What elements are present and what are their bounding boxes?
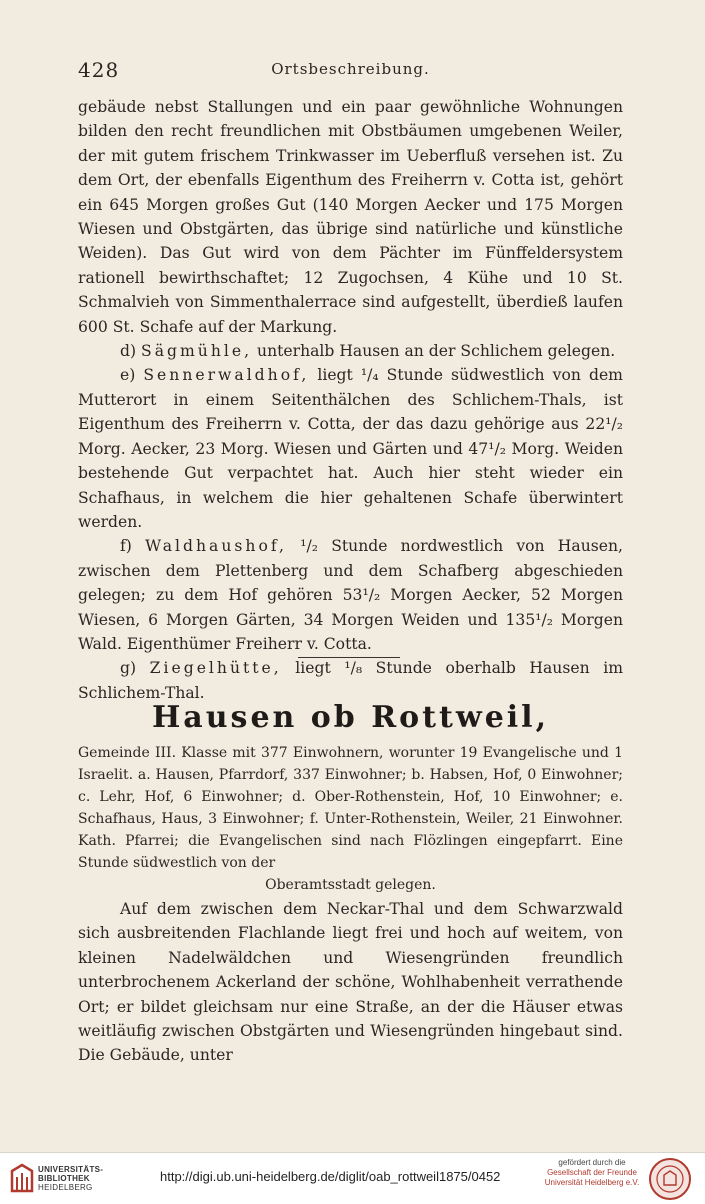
library-name-line: UNIVERSITÄTS- xyxy=(38,1165,104,1174)
running-head: Ortsbeschreibung. xyxy=(271,60,430,78)
library-name-line: HEIDELBERG xyxy=(38,1183,93,1192)
municipality-summary xyxy=(78,742,623,896)
page-number: 428 xyxy=(78,58,120,82)
sponsor-line: gefördert durch die xyxy=(558,1158,626,1167)
summary-text: Gemeinde III. Klasse mit 377 Einwohnern, worunter 19 Evangelische und 1 Israelit. a. Hausen, Pfarrdorf, 337 Einwohner; b. Habsen, Hof, 0 Einwohner; c. Lehr, Hof, 6 Einwohner; d. Ober-Rothenstein, Hof, 10 Einwohner; e. Schafhaus, Haus, 3 Einwohner; f. Unter-Rothenstein, Weiler, 21 Einwohner. Kath. Pfarrei; die Evangelischen sind nach Flözlingen eingepfarrt. Eine Stunde südwestlich von der xyxy=(78,745,623,871)
entry-name: Ziegelhütte, xyxy=(149,659,282,678)
entry-name: Waldhaushof, xyxy=(145,537,288,556)
section-title: Hausen ob Rottweil, xyxy=(151,700,550,735)
entry-label: e) xyxy=(120,366,136,385)
viewer-footer xyxy=(0,1152,705,1204)
sponsor-credit[interactable] xyxy=(540,1158,644,1188)
permalink-url[interactable]: http://digi.ub.uni-heidelberg.de/diglit/oab_rottweil1875/0452 xyxy=(160,1169,501,1184)
entry-g xyxy=(78,656,623,705)
paragraph-continuation: gebäude nebst Stallungen und ein paar gewöhnliche Wohnungen bilden den recht freundlichen mit Obstbäumen umgebenen Weiler, der mit gutem frischem Trinkwasser im Ueberfluß versehen ist. Zu dem Ort, der ebenfalls Eigenthum des Freiherrn v. Cotta ist, gehört ein 645 Morgen großes Gut (140 Morgen Aecker und 175 Morgen Wiesen und Obstgärten, das übrige sind natürliche und künstliche Weiden). Das Gut wird von dem Pächter im Fünffeldersystem rationell bewirthschaftet; 12 Zugochsen, 4 Kühe und 10 St. Schmalvieh von Simmenthalerrace sind aufgestellt, überdieß laufen 600 St. Schafe auf der Markung. xyxy=(78,98,623,336)
text-block-hamlets xyxy=(78,95,623,705)
summary-last-line: Oberamtsstadt gelegen. xyxy=(265,877,436,893)
text-block-description xyxy=(78,897,623,1068)
entry-label: d) xyxy=(120,342,137,361)
entry-name: Sennerwaldhof, xyxy=(143,366,310,385)
sponsor-line: Gesellschaft der Freunde xyxy=(547,1168,637,1177)
page-header xyxy=(78,58,623,84)
entry-d xyxy=(78,339,623,363)
library-name-line: BIBLIOTHEK xyxy=(38,1174,90,1183)
entry-label: g) xyxy=(120,659,137,678)
entry-name: Sägmühle, xyxy=(141,342,253,361)
library-name xyxy=(38,1165,103,1192)
university-library-logo-icon[interactable] xyxy=(8,1161,36,1195)
entry-text: liegt ¹/₄ Stunde südwestlich von dem Mutterort in einem Seitenthälchen des Schlichem-Thals, ist Eigenthum des Freiherrn v. Cotta, der das dazu gehörige aus 22¹/₂ Morg. Aecker, 23 Morg. Wiesen und Gärten und 47¹/₂ Morg. Weiden bestehende Gut verpachtet hat. Auch hier steht wieder ein Schafhaus, in welchem die hier gehaltenen Schafe überwintert werden. xyxy=(78,366,623,531)
entry-f xyxy=(78,534,623,656)
sponsor-line: Universität Heidelberg e.V. xyxy=(544,1178,640,1187)
section-divider xyxy=(298,657,400,658)
entry-text: unterhalb Hausen an der Schlichem gelegen. xyxy=(257,342,616,361)
entry-label: f) xyxy=(120,537,132,556)
entry-text: ¹/₂ Stunde nordwestlich von Hausen, zwischen dem Plettenberg und dem Schafberg abgeschieden gelegen; zu dem Hof gehören 53¹/₂ Morgen Aecker, 52 Morgen Wiesen, 6 Morgen Gärten, 34 Morgen Weiden und 135¹/₂ Morgen Wald. Eigenthümer Freiherr v. Cotta. xyxy=(78,537,623,653)
university-seal-icon xyxy=(648,1157,692,1201)
entry-text: liegt ¹/₈ Stunde oberhalb Hausen im Schlichem-Thal. xyxy=(78,659,623,702)
paragraph-description: Auf dem zwischen dem Neckar-Thal und dem Schwarzwald sich ausbreitenden Flachlande liegt frei und hoch auf weitem, von kleinen Nadelwäldchen und Wiesengründen freundlich unterbrochenem Ackerland der schöne, Wohlhabenheit verrathende Ort; er bildet gleichsam nur eine Straße, an der die Häuser etwas weitläufig zwischen Obstgärten und Wiesengründen hingebaut sind. Die Gebäude, unter xyxy=(78,900,623,1065)
entry-e xyxy=(78,363,623,534)
